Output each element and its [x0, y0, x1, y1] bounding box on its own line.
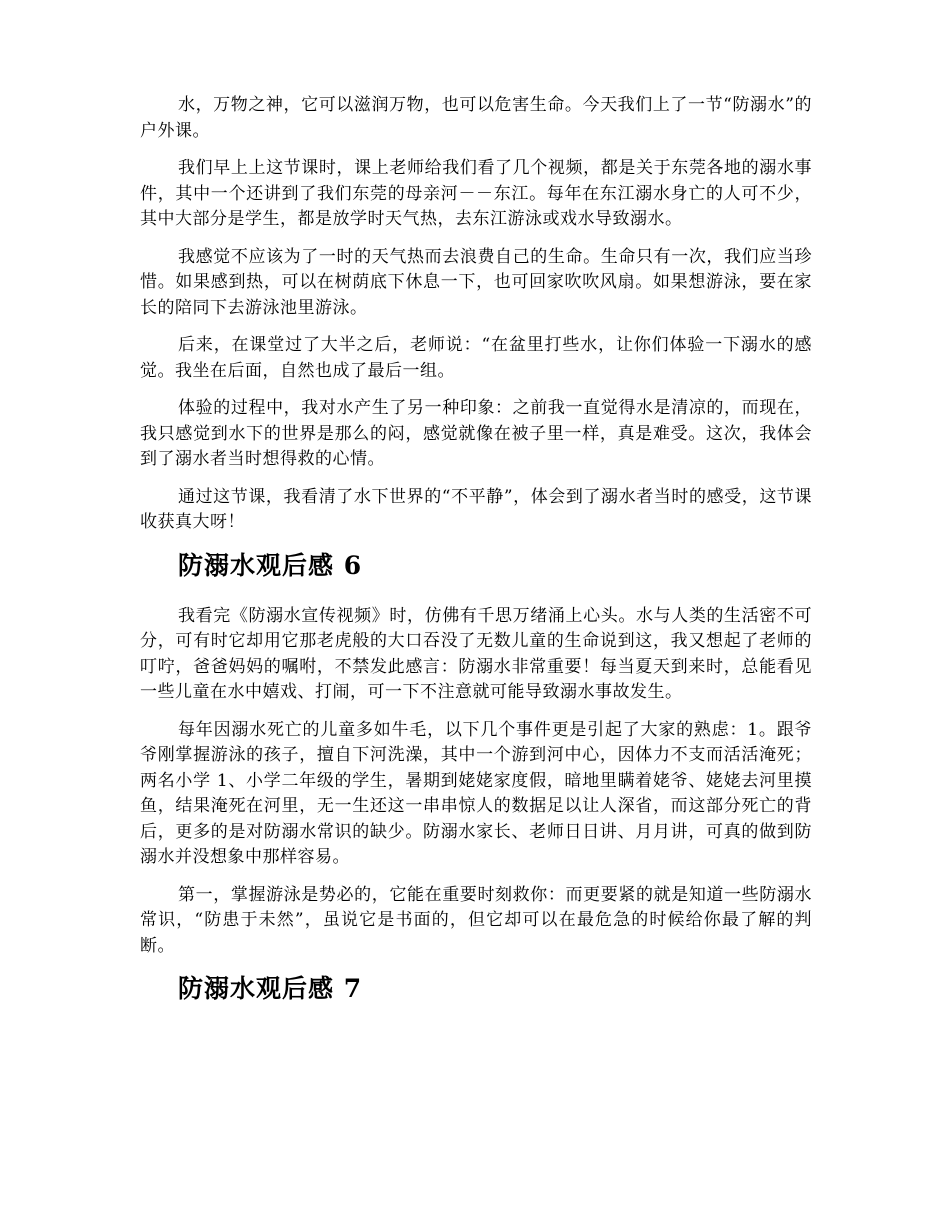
- paragraph: 后来，在课堂过了大半之后，老师说：“在盆里打些水，让你们体验一下溺水的感觉。我坐在后面，自然也成了最后一组。: [140, 335, 812, 381]
- paragraph: 第一，掌握游泳是势必的，它能在重要时刻救你：而更要紧的就是知道一些防溺水常识，“防患于未然”，虽说它是书面的，但它却可以在最危急的时候给你最了解的判断。: [140, 884, 812, 956]
- section-heading: 防溺水观后感 6: [178, 550, 363, 580]
- paragraph: 通过这节课，我看清了水下世界的“不平静”，体会到了溺水者当时的感受，这节课收获真大呀！: [140, 486, 812, 532]
- paragraph: 体验的过程中，我对水产生了另一种印象：之前我一直觉得水是清凉的，而现在，我只感觉到水下的世界是那么的闷，感觉就像在被子里一样，真是难受。这次，我体会到了溺水者当时想得救的心情。: [140, 398, 812, 469]
- paragraph: 我看完《防溺水宣传视频》时，仿佛有千思万绪涌上心头。水与人类的生活密不可分，可有时它却用它那老虎般的大口吞没了无数儿童的生命说到这，我又想起了老师的叮咛，爸爸妈妈的嘱咐，不禁发此感言：防溺水非常重要！每当夏天到来时，总能看见一些儿童在水中嬉戏、打闹，可一下不注意就可能导致溺水事故发生。: [140, 605, 812, 702]
- section-heading: 防溺水观后感 7: [178, 974, 363, 1003]
- paragraph: 水，万物之神，它可以滋润万物，也可以危害生命。今天我们上了一节“防溺水”的户外课。: [140, 95, 812, 141]
- paragraph: 我感觉不应该为了一时的天气热而去浪费自己的生命。生命只有一次，我们应当珍惜。如果感到热，可以在树荫底下休息一下，也可回家吹吹风扇。如果想游泳，要在家长的陪同下去游泳池里游泳。: [140, 246, 812, 318]
- paragraph: 我们早上上这节课时，课上老师给我们看了几个视频，都是关于东莞各地的溺水事件，其中一个还讲到了我们东莞的母亲河－－东江。每年在东江溺水身亡的人可不少，其中大部分是学生，都是放学时天气热，去东江游泳或戏水导致溺水。: [140, 158, 812, 229]
- document-body: [140, 93, 812, 1027]
- paragraph: 每年因溺水死亡的儿童多如牛毛，以下几个事件更是引起了大家的熟虑：1。跟爷爷刚掌握游泳的孩子，擅自下河洗澡，其中一个游到河中心，因体力不支而活活淹死；两名小学 1、小学二年级的学生，暑期到姥姥家度假，暗地里瞒着姥爷、姥姥去河里摸鱼，结果淹死在河里，无一生还这一串串惊人的数据足以让人深省，而这部分死亡的背后，更多的是对防溺水常识的缺少。防溺水家长、老师日日讲、月月讲，可真的做到防溺水并没想象中那样容易。: [140, 719, 812, 867]
